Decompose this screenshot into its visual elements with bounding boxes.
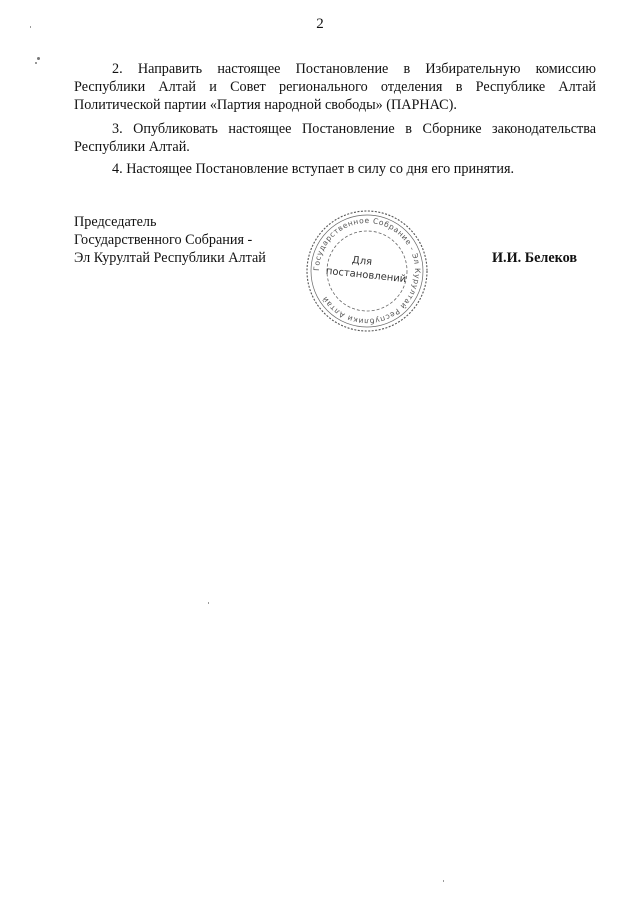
signer-title-line-3: Эл Курултай Республики Алтай bbox=[74, 250, 266, 266]
scan-speck bbox=[30, 26, 31, 28]
seal-inner-text bbox=[302, 206, 432, 336]
signer-name: И.И. Белеков bbox=[492, 250, 578, 266]
signer-title-line-1: Председатель bbox=[74, 214, 157, 230]
signer-title-line-2: Государственного Собрания - bbox=[74, 232, 253, 248]
seal-ring-text: Государственное Собрание - Эл Курултай Республики Алтай bbox=[311, 215, 423, 327]
scan-speck bbox=[35, 62, 37, 64]
official-seal-stamp bbox=[302, 206, 432, 336]
scan-speck bbox=[37, 57, 40, 60]
page-number: 2 bbox=[316, 16, 324, 32]
seal-inner-line-2: постановлений bbox=[325, 265, 407, 286]
paragraph-item-2: 2. Направить настоящее Постановление в Избирательную комиссию Республики Алтай и Совет регионального отделения в Республике Алтай Политической партии «Партия народной свободы» (ПАРНАС). bbox=[74, 61, 596, 113]
paragraph-item-4: 4. Настоящее Постановление вступает в силу со дня его принятия. bbox=[112, 161, 515, 177]
seal-inner-line-1: Для bbox=[351, 254, 373, 269]
signer-title-block bbox=[74, 213, 266, 267]
scan-speck bbox=[208, 602, 209, 604]
scan-speck bbox=[443, 880, 444, 882]
paragraph-item-3: 3. Опубликовать настоящее Постановление в Сборнике законодательства Республики Алтай. bbox=[74, 121, 596, 155]
